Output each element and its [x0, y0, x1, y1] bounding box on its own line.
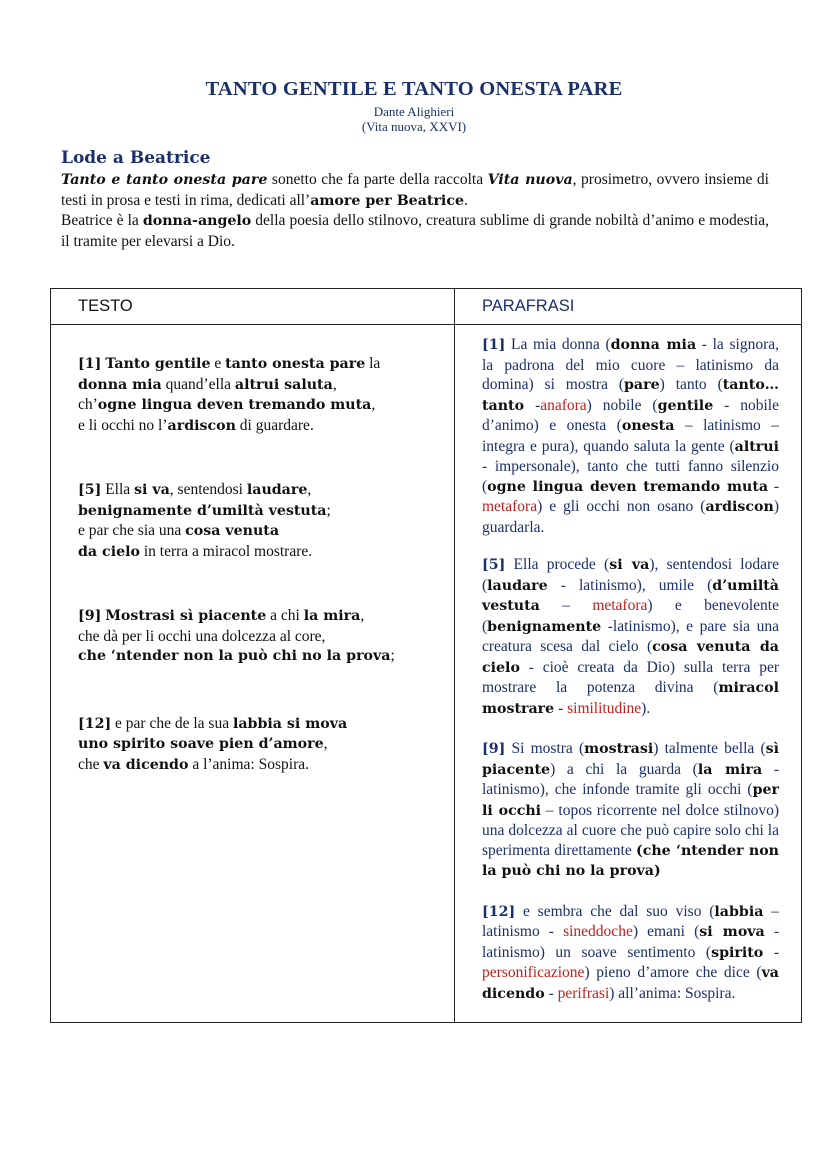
text: - cioè creata da Dio) sulla terra per mostrare la potenza divina (	[482, 658, 779, 696]
bold-text: si va	[134, 482, 170, 498]
text: ,	[323, 735, 328, 752]
text: , sentendosi	[169, 481, 247, 498]
text: - nobile d’animo) e onesta (	[482, 396, 779, 434]
text: Ella	[101, 481, 135, 498]
bold-text: benignamente d’umiltà vestuta	[78, 502, 327, 519]
text: - la signora, la padrona del mio cuore – latinismo da domina) si mostra (	[482, 336, 779, 393]
text: -	[544, 984, 558, 1002]
paraphrase-3	[482, 739, 779, 882]
text: -	[768, 477, 779, 495]
text: quand’ella	[161, 375, 235, 393]
bold-text: si va	[609, 557, 650, 573]
bold-text: la mira	[697, 761, 763, 778]
verse-number: [12]	[482, 903, 516, 920]
bold-text: ogne lingua deven tremando muta	[487, 478, 769, 495]
bold-text: pare	[624, 377, 660, 393]
intro-paragraph-1	[61, 170, 769, 211]
bold-text: va dicendo	[103, 756, 189, 773]
text: -	[524, 396, 541, 414]
author: Dante Alighieri	[373, 104, 455, 119]
bold-text: cosa venuta	[185, 523, 280, 539]
stanza-3	[78, 606, 432, 667]
text: e li occhi no l’	[78, 416, 168, 434]
text: ,	[307, 481, 312, 498]
text: Si mostra (	[505, 740, 585, 757]
bold-text: amore per Beatrice	[310, 192, 464, 209]
paraphrase-2	[482, 555, 779, 719]
bold-text: benignamente	[487, 618, 602, 635]
bold-text: va dicendo	[482, 965, 779, 1002]
text: ,	[332, 375, 337, 393]
text: ) guardarla.	[482, 498, 779, 536]
text: – topos ricorrente nel dolce stilnovo) una dolcezza al cuore che può capire solo chi la sperimenta direttamente	[482, 801, 779, 859]
bold-text: laudare	[487, 577, 548, 594]
bold-text: laudare	[246, 482, 308, 498]
text: di guardare.	[235, 416, 314, 434]
verse-number: [1]	[482, 337, 506, 353]
bold-text: si mova	[699, 924, 765, 940]
text: Beatrice è la	[61, 212, 143, 229]
rhetorical-figure: anafora	[540, 396, 587, 414]
text: ) tanto (	[659, 376, 723, 393]
text: e sembra che dal suo viso (	[515, 902, 715, 920]
text: ) pieno d’amore che dice (	[584, 964, 762, 981]
rhetorical-figure: perifrasi	[557, 984, 610, 1002]
text: -	[763, 943, 779, 961]
bold-text: donna mia	[78, 376, 162, 393]
rhetorical-figure: metafora	[592, 597, 648, 614]
text: .	[463, 191, 468, 209]
text: , prosimetro, ovvero insieme di testi in prosa e testi in rima, dedicati all’	[61, 171, 769, 209]
bold-text: tanto…tanto	[482, 377, 779, 414]
text: ) talmente bella (	[653, 740, 766, 757]
text: sonetto che fa parte della raccolta	[267, 171, 488, 188]
text: - impersonale), tanto che tutti fanno silenzio (	[482, 458, 779, 495]
text: la	[365, 355, 381, 372]
rhetorical-figure: personificazione	[482, 964, 585, 981]
text: – latinismo -	[482, 902, 779, 940]
bold-text: )	[653, 863, 661, 879]
rhetorical-figure: similitudine	[567, 699, 642, 717]
bold-text: ardiscon	[705, 499, 774, 515]
text: -	[554, 699, 568, 717]
bold-text: ogne lingua deven tremando muta	[97, 397, 372, 413]
text: ) e gli occhi non osano (	[537, 498, 706, 515]
stanza-4	[78, 714, 432, 776]
text: che	[78, 755, 104, 773]
bold-text: donna mia	[610, 337, 697, 353]
text: che dà per li occhi una dolcezza al core,	[78, 627, 326, 645]
text: ,	[371, 396, 376, 413]
verse-number: [9]	[482, 741, 506, 757]
text: - latinismo), che infonde tramite gli occhi (	[482, 760, 779, 798]
text: e par che sia una	[78, 522, 186, 539]
text: -latinismo), e pare sia una creatura scesa dal cielo (	[482, 617, 779, 655]
work-ref: Vita nuova	[487, 172, 573, 188]
text: e par che de la sua	[111, 714, 233, 732]
bold-text: labbia	[714, 903, 764, 920]
verse-number: [9]	[78, 608, 102, 624]
page-title: TANTO GENTILE E TANTO ONESTA PARE	[205, 78, 623, 100]
work-reference: (Vita nuova, XXVI)	[361, 119, 467, 134]
paraphrase-4	[482, 902, 779, 1005]
bold-text: la mira	[303, 608, 361, 624]
poem-title-ref: Tanto e tanto onesta pare	[61, 172, 268, 188]
text: ) all’anima: Sospira.	[609, 984, 736, 1002]
text: ) emani (	[632, 923, 700, 940]
intro-paragraph-2	[61, 211, 769, 252]
bold-text: gentile	[657, 397, 714, 414]
bold-text: d’umiltà vestuta	[482, 577, 779, 614]
bold-text: sì piacente	[482, 741, 780, 778]
text: – latinismo – integra e pura), quando saluta la gente (	[482, 417, 779, 455]
text: e	[210, 355, 226, 372]
stanza-2	[78, 480, 432, 562]
text: ) e benevolente (	[482, 597, 779, 635]
text: Ella procede (	[505, 556, 610, 573]
bold-text: donna-angelo	[142, 213, 252, 229]
bold-text: che ‘ntender non la può chi no la prova	[78, 648, 391, 664]
text: ), sentendosi lodare (	[482, 556, 779, 594]
text: ;	[390, 647, 395, 664]
text: ) nobile (	[586, 396, 658, 414]
stanza-1	[78, 354, 432, 436]
intro-text	[61, 170, 769, 252]
text: a chi	[266, 607, 304, 624]
section-title: Lode a Beatrice	[61, 148, 211, 168]
bold-text: altrui	[734, 438, 779, 455]
text: ).	[641, 699, 651, 717]
text: della poesia dello stilnovo, creatura sublime di grande nobiltà d’animo e modestia, il tramite per elevarsi a Dio.	[61, 212, 769, 250]
text: a l’anima: Sospira.	[188, 755, 309, 773]
bold-text: da cielo	[78, 543, 140, 560]
text: in terra a miracol mostrare.	[139, 542, 313, 560]
bold-text: uno spirito soave pien d’amore	[78, 736, 324, 752]
verse-number: [1]	[78, 356, 102, 372]
text: ) a chi la guarda (	[550, 760, 698, 778]
text: ,	[360, 607, 365, 624]
poem-table	[50, 288, 802, 1023]
text: ;	[326, 501, 331, 519]
text: –	[539, 597, 593, 614]
parafrasi-cell	[455, 325, 802, 1023]
bold-text: per li occhi	[482, 782, 779, 819]
bold-text: ardiscon	[167, 417, 236, 434]
bold-text: miracol mostrare	[482, 680, 779, 717]
bold-text: labbia si mova	[232, 715, 348, 732]
paraphrase-1	[482, 335, 779, 537]
rhetorical-figure: sineddoche	[563, 923, 633, 940]
column-header-testo: TESTO	[51, 289, 455, 325]
bold-text: mostrasi	[584, 741, 654, 757]
column-header-parafrasi: PARAFRASI	[455, 289, 802, 325]
bold-text: spirito	[711, 944, 764, 961]
text: ch’	[78, 396, 98, 413]
verse-number: [5]	[78, 482, 102, 498]
verse-number: [5]	[482, 557, 506, 573]
bold-text: altrui saluta	[234, 376, 333, 393]
text: La mia donna (	[505, 336, 611, 353]
bold-text: tanto onesta pare	[225, 356, 366, 372]
bold-text: onesta	[621, 418, 675, 434]
testo-cell	[51, 325, 455, 1023]
bold-text: cosa venuta da cielo	[482, 639, 779, 676]
verse-number: [12]	[78, 715, 112, 732]
bold-text: Mostrasi sì piacente	[105, 608, 267, 624]
rhetorical-figure: metafora	[482, 498, 538, 515]
bold-text: (che ‘ntender non la può chi no la prova	[482, 842, 779, 879]
text: - latinismo) un soave sentimento (	[482, 923, 779, 961]
bold-text: Tanto gentile	[105, 356, 211, 372]
text: - latinismo), umile (	[547, 576, 713, 594]
